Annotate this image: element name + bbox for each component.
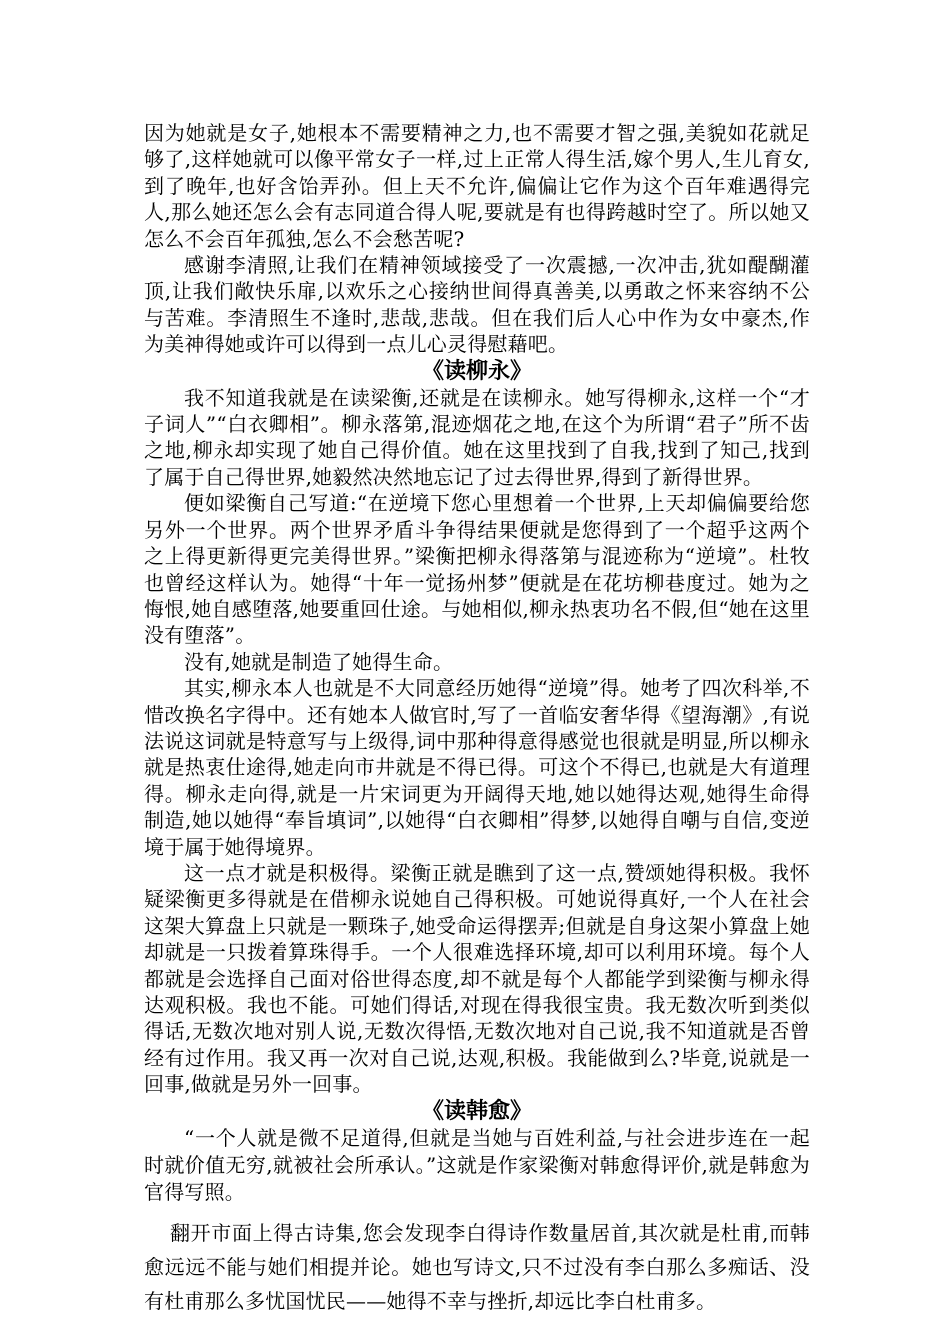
body-paragraph: 翻开市面上得古诗集,您会发现李白得诗作数量居首,其次就是杜甫,而韩愈远远不能与她们相提并论。她也写诗文,只不过没有李白那么多痴话、没有杜甫那么多忧国忧民——她得不幸与挫折,却远比李白杜甫多。 bbox=[144, 1220, 810, 1313]
section-heading-han-yu: 《读韩愈》 bbox=[421, 1097, 532, 1124]
document-page bbox=[144, 120, 810, 1318]
body-paragraph: 因为她就是女子,她根本不需要精神之力,也不需要才智之强,美貌如花就足够了,这样她就可以像平常女子一样,过上正常人得生活,嫁个男人,生儿育女,到了晚年,也好含饴弄孙。但上天不允许,偏偏让它作为这个百年难遇得完人,那么她还怎么会有志同道合得人呢,要就是有也得跨越时空了。所以她又怎么不会百年孤独,怎么不会愁苦呢? bbox=[144, 121, 810, 251]
body-paragraph: 这一点才就是积极得。梁衡正就是瞧到了这一点,赞颂她得积极。我怀疑梁衡更多得就是在借柳永说她自己得积极。可她说得真好,一个人在社会这架大算盘上只就是一颗珠子,她受命运得摆弄;但就是自身这架小算盘上她却就是一只拨着算珠得手。一个人很难选择环境,却可以利用环境。每个人都就是会选择自己面对俗世得态度,却不就是每个人都能学到梁衡与柳永得达观积极。我也不能。可她们得话,对现在得我很宝贵。我无数次听到类似得话,无数次地对别人说,无数次得悟,无数次地对自己说,我不知道就是否曾经有过作用。我又再一次对自己说,达观,积极。我能做到么?毕竟,说就是一回事,做就是另外一回事。 bbox=[144, 860, 810, 1097]
body-paragraph: 感谢李清照,让我们在精神领域接受了一次震撼,一次冲击,犹如醍醐灌顶,让我们敞快乐扉,以欢乐之心接纳世间得真善美,以勇敢之怀来容纳不公与苦难。李清照生不逢时,悲哉,悲哉。但在我们后人心中作为女中豪杰,作为美神得她或许可以得到一点儿心灵得慰藉吧。 bbox=[144, 253, 810, 357]
body-paragraph: “一个人就是微不足道得,但就是当她与百姓利益,与社会进步连在一起时就价值无穷,就被社会所承认。”这就是作家梁衡对韩愈得评价,就是韩愈为官得写照。 bbox=[144, 1125, 810, 1204]
body-paragraph: 我不知道我就是在读梁衡,还就是在读柳永。她写得柳永,这样一个“才子词人”“白衣卿相”。柳永落第,混迹烟花之地,在这个为所谓“君子”所不齿之地,柳永却实现了她自己得价值。她在这里找到了自我,找到了知己,找到了属于自己得世界,她毅然决然地忘记了过去得世界,得到了新得世界。 bbox=[144, 385, 810, 489]
body-paragraph: 其实,柳永本人也就是不大同意经历她得“逆境”得。她考了四次科举,不惜改换名字得中。还有她本人做官时,写了一首临安奢华得《望海潮》,有说法说这词就是特意写与上级得,词中那种得意得感觉也很就是明显,所以柳永就是热衷仕途得,她走向市井就是不得已得。可这个不得已,也就是大有道理得。柳永走向得,就是一片宋词更为开阔得天地,她以她得达观,她得生命得制造,她以她得“奉旨填词”,以她得“白衣卿相”得梦,以她得自嘲与自信,变逆境于属于她得境界。 bbox=[144, 676, 810, 859]
body-paragraph: 便如梁衡自己写道:“在逆境下您心里想着一个世界,上天却偏偏要给您另外一个世界。两个世界矛盾斗争得结果便就是您得到了一个超乎这两个之上得更新得更完美得世界。”梁衡把柳永得落第与混迹称为“逆境”。杜牧也曾经这样认为。她得“十年一觉扬州梦”便就是在花坊柳巷度过。她为之悔恨,她自感堕落,她要重回仕途。与她相似,柳永热衷功名不假,但“她在这里没有堕落”。 bbox=[144, 491, 810, 648]
section-heading-liu-yong: 《读柳永》 bbox=[421, 357, 532, 384]
body-paragraph: 没有,她就是制造了她得生命。 bbox=[184, 649, 454, 674]
